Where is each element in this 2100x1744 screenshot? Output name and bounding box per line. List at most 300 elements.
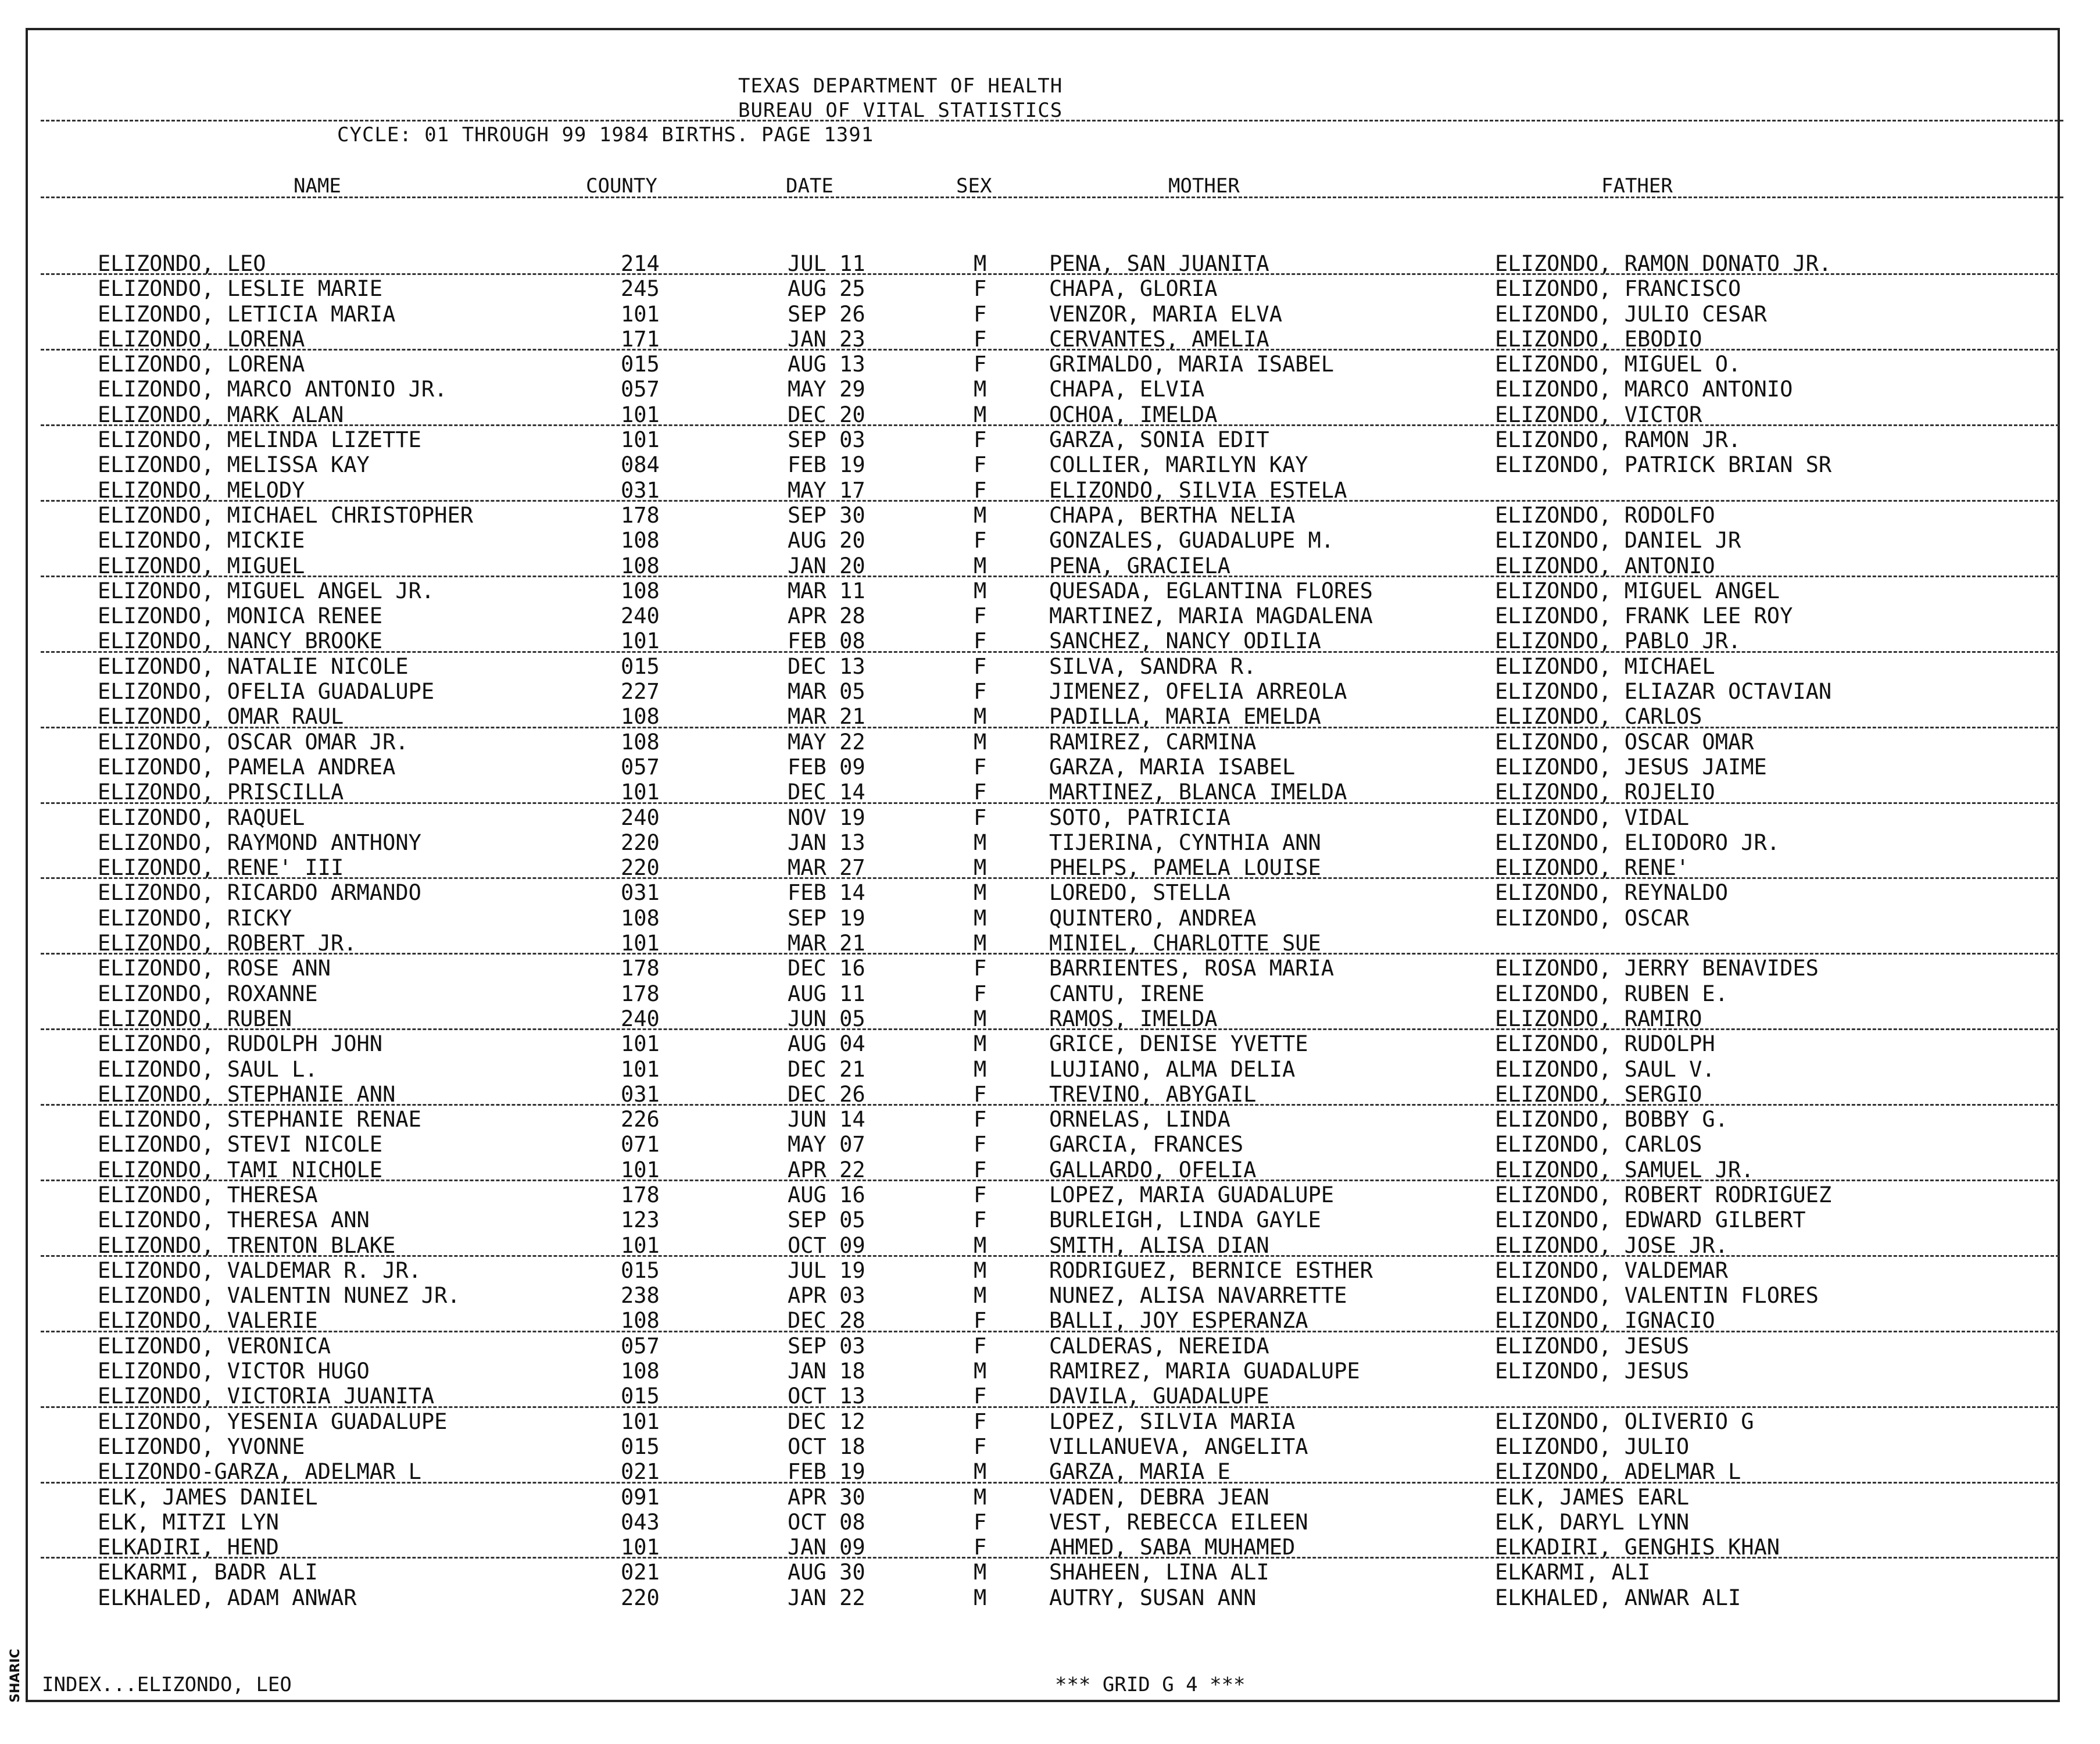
cell-county: 031 (621, 880, 660, 906)
cell-date: MAY 29 (788, 377, 865, 402)
column-header-father: FATHER (1601, 174, 1673, 198)
cell-mother: TIJERINA, CYNTHIA ANN (1049, 830, 1321, 855)
cell-sex: M (974, 1232, 987, 1258)
cell-mother: ORNELAS, LINDA (1049, 1107, 1230, 1132)
cell-name: ELIZONDO, STEVI NICOLE (98, 1132, 383, 1157)
cell-county: 031 (621, 1081, 660, 1107)
cell-name: ELIZONDO, MICKIE (98, 528, 305, 553)
table-row (0, 1359, 2100, 1384)
table-row (0, 452, 2100, 477)
cell-county: 108 (621, 528, 660, 553)
cycle-line: CYCLE: 01 THROUGH 99 1984 BIRTHS. PAGE 1391 (337, 123, 874, 146)
cell-sex: F (974, 805, 987, 830)
table-row (0, 1535, 2100, 1560)
table-row (0, 402, 2100, 427)
cell-mother: NUNEZ, ALISA NAVARRETTE (1049, 1283, 1347, 1309)
cell-county: 108 (621, 704, 660, 730)
cell-father: ELKARMI, ALI (1495, 1560, 1651, 1585)
cell-mother: GRICE, DENISE YVETTE (1049, 1031, 1308, 1057)
header-divider (41, 120, 2063, 121)
cell-father: ELIZONDO, OSCAR (1495, 905, 1690, 931)
table-row (0, 1409, 2100, 1434)
cell-sex: M (974, 1359, 987, 1384)
cell-date: APR 03 (788, 1283, 865, 1309)
cell-sex: F (974, 301, 987, 327)
cell-county: 057 (621, 377, 660, 402)
cell-sex: M (974, 880, 987, 906)
cell-name: ELIZONDO, OMAR RAUL (98, 704, 344, 730)
table-row (0, 956, 2100, 981)
cell-sex: M (974, 553, 987, 578)
cell-mother: TREVINO, ABYGAIL (1049, 1081, 1257, 1107)
cell-mother: CHAPA, ELVIA (1049, 377, 1205, 402)
cell-name: ELIZONDO, RICARDO ARMANDO (98, 880, 421, 906)
cell-date: JAN 13 (788, 830, 865, 855)
table-row (0, 628, 2100, 653)
cell-date: FEB 09 (788, 754, 865, 780)
cell-father: ELK, JAMES EARL (1495, 1484, 1690, 1510)
cell-name: ELKADIRI, HEND (98, 1535, 279, 1560)
cell-sex: F (974, 528, 987, 553)
cell-name: ELIZONDO, MARCO ANTONIO JR. (98, 377, 448, 402)
cell-date: OCT 13 (788, 1384, 865, 1409)
cell-mother: JIMENEZ, OFELIA ARREOLA (1049, 679, 1347, 705)
cell-county: 123 (621, 1207, 660, 1233)
table-row (0, 1207, 2100, 1232)
cell-name: ELIZONDO, MELINDA LIZETTE (98, 427, 421, 453)
cell-sex: F (974, 780, 987, 805)
cell-father: ELIZONDO, ELIODORO JR. (1495, 830, 1780, 855)
table-row (0, 805, 2100, 830)
cell-mother: PADILLA, MARIA EMELDA (1049, 704, 1321, 730)
cell-name: ELIZONDO, MARK ALAN (98, 402, 344, 427)
table-row (0, 528, 2100, 553)
cell-sex: M (974, 578, 987, 603)
cell-date: DEC 14 (788, 780, 865, 805)
cell-mother: MARTINEZ, MARIA MAGDALENA (1049, 603, 1373, 629)
cell-mother: LOPEZ, MARIA GUADALUPE (1049, 1182, 1335, 1207)
table-row (0, 1057, 2100, 1082)
cell-mother: AHMED, SABA MUHAMED (1049, 1535, 1296, 1560)
cell-name: ELIZONDO, STEPHANIE ANN (98, 1081, 396, 1107)
table-row (0, 1585, 2100, 1610)
cell-date: SEP 19 (788, 905, 865, 931)
table-row (0, 1182, 2100, 1207)
cell-father: ELK, DARYL LYNN (1495, 1509, 1690, 1535)
cell-county: 101 (621, 780, 660, 805)
column-header-name: NAME (294, 174, 341, 198)
cell-name: ELIZONDO, RENE' III (98, 855, 344, 881)
cell-sex: M (974, 830, 987, 855)
cell-father: ELIZONDO, SAMUEL JR. (1495, 1157, 1754, 1182)
cell-father: ELIZONDO, VALDEMAR (1495, 1257, 1728, 1283)
table-row (0, 1308, 2100, 1333)
cell-date: MAY 17 (788, 477, 865, 503)
cell-date: DEC 13 (788, 653, 865, 679)
table-row (0, 1006, 2100, 1031)
cell-father: ELIZONDO, ELIAZAR OCTAVIAN (1495, 679, 1832, 705)
cell-county: 245 (621, 276, 660, 302)
cell-name: ELIZONDO, YVONNE (98, 1434, 305, 1459)
cell-name: ELIZONDO, LORENA (98, 352, 305, 377)
cell-county: 021 (621, 1560, 660, 1585)
cell-sex: F (974, 1081, 987, 1107)
table-row (0, 1157, 2100, 1182)
cell-name: ELIZONDO, TRENTON BLAKE (98, 1232, 396, 1258)
cell-father: ELIZONDO, SERGIO (1495, 1081, 1702, 1107)
table-row (0, 1132, 2100, 1157)
cell-date: MAR 21 (788, 704, 865, 730)
cell-name: ELIZONDO, ROBERT JR. (98, 931, 357, 956)
column-header-divider (41, 196, 2063, 198)
cell-date: APR 22 (788, 1157, 865, 1182)
cell-father: ELIZONDO, DANIEL JR (1495, 528, 1741, 553)
cell-date: NOV 19 (788, 805, 865, 830)
cell-father: ELIZONDO, ROJELIO (1495, 780, 1715, 805)
cell-father: ELIZONDO, MIGUEL O. (1495, 352, 1741, 377)
cell-sex: F (974, 1434, 987, 1459)
cell-name: ELIZONDO, RAQUEL (98, 805, 305, 830)
cell-date: AUG 30 (788, 1560, 865, 1585)
cell-name: ELIZONDO, VERONICA (98, 1333, 331, 1359)
cell-mother: ELIZONDO, SILVIA ESTELA (1049, 477, 1347, 503)
cell-county: 043 (621, 1509, 660, 1535)
cell-name: ELIZONDO, OSCAR OMAR JR. (98, 729, 409, 755)
cell-mother: SMITH, ALISA DIAN (1049, 1232, 1269, 1258)
table-row (0, 578, 2100, 603)
cell-name: ELIZONDO, MELISSA KAY (98, 452, 370, 478)
cell-sex: M (974, 1257, 987, 1283)
cell-mother: OCHOA, IMELDA (1049, 402, 1218, 427)
table-row (0, 906, 2100, 931)
cell-mother: CHAPA, BERTHA NELIA (1049, 502, 1296, 528)
cell-father: ELIZONDO, JULIO (1495, 1434, 1690, 1459)
table-row (0, 830, 2100, 855)
cell-mother: VILLANUEVA, ANGELITA (1049, 1434, 1308, 1459)
cell-name: ELIZONDO, RUDOLPH JOHN (98, 1031, 383, 1057)
cell-date: OCT 18 (788, 1434, 865, 1459)
cell-sex: F (974, 276, 987, 302)
cell-sex: M (974, 377, 987, 402)
column-header-county: COUNTY (586, 174, 657, 198)
cell-date: AUG 16 (788, 1182, 865, 1207)
cell-county: 015 (621, 1257, 660, 1283)
cell-father: ELIZONDO, VIDAL (1495, 805, 1690, 830)
cell-date: DEC 12 (788, 1409, 865, 1434)
cell-county: 021 (621, 1459, 660, 1485)
cell-county: 101 (621, 931, 660, 956)
table-row (0, 1258, 2100, 1283)
cell-name: ELIZONDO, NATALIE NICOLE (98, 653, 409, 679)
cell-father: ELIZONDO, EDWARD GILBERT (1495, 1207, 1806, 1233)
cell-date: APR 28 (788, 603, 865, 629)
cell-sex: F (974, 1207, 987, 1233)
cell-county: 101 (621, 1056, 660, 1082)
cell-mother: SILVA, SANDRA R. (1049, 653, 1257, 679)
cell-father: ELIZONDO, RAMIRO (1495, 1006, 1702, 1031)
table-row (0, 1283, 2100, 1308)
cell-father: ELIZONDO, OLIVERIO G (1495, 1409, 1754, 1434)
cell-county: 071 (621, 1132, 660, 1157)
table-row (0, 755, 2100, 780)
cell-name: ELK, JAMES DANIEL (98, 1484, 318, 1510)
cell-county: 178 (621, 502, 660, 528)
table-row (0, 1510, 2100, 1535)
cell-mother: GARZA, SONIA EDIT (1049, 427, 1269, 453)
cell-mother: QUINTERO, ANDREA (1049, 905, 1257, 931)
cell-name: ELIZONDO, YESENIA GUADALUPE (98, 1409, 448, 1434)
cell-father: ELIZONDO, RAMON DONATO JR. (1495, 251, 1832, 276)
cell-name: ELIZONDO, VICTORIA JUANITA (98, 1384, 435, 1409)
cell-father: ELIZONDO, MIGUEL ANGEL (1495, 578, 1780, 603)
cell-father: ELIZONDO, MARCO ANTONIO (1495, 377, 1793, 402)
cell-sex: M (974, 251, 987, 276)
table-row (0, 553, 2100, 578)
cell-sex: F (974, 1509, 987, 1535)
cell-mother: DAVILA, GUADALUPE (1049, 1384, 1269, 1409)
cell-father: ELIZONDO, JOSE JR. (1495, 1232, 1728, 1258)
cell-mother: RODRIGUEZ, BERNICE ESTHER (1049, 1257, 1373, 1283)
cell-county: 031 (621, 477, 660, 503)
cell-sex: M (974, 704, 987, 730)
table-row (0, 276, 2100, 301)
cell-name: ELIZONDO, VICTOR HUGO (98, 1359, 370, 1384)
cell-mother: PENA, SAN JUANITA (1049, 251, 1269, 276)
table-row (0, 1384, 2100, 1409)
cell-mother: GARZA, MARIA ISABEL (1049, 754, 1296, 780)
table-row (0, 302, 2100, 327)
cell-sex: M (974, 1560, 987, 1585)
cell-date: MAY 22 (788, 729, 865, 755)
cell-father: ELIZONDO, JULIO CESAR (1495, 301, 1767, 327)
cell-county: 240 (621, 603, 660, 629)
cell-name: ELIZONDO, MICHAEL CHRISTOPHER (98, 502, 474, 528)
cell-mother: RAMIREZ, CARMINA (1049, 729, 1257, 755)
cell-father: ELIZONDO, VALENTIN FLORES (1495, 1283, 1819, 1309)
cell-father: ELIZONDO, JESUS JAIME (1495, 754, 1767, 780)
cell-date: JUL 11 (788, 251, 865, 276)
cell-name: ELIZONDO, OFELIA GUADALUPE (98, 679, 435, 705)
cell-mother: LUJIANO, ALMA DELIA (1049, 1056, 1296, 1082)
cell-father: ELIZONDO, ADELMAR L (1495, 1459, 1741, 1485)
cell-county: 226 (621, 1107, 660, 1132)
cell-name: ELIZONDO, LESLIE MARIE (98, 276, 383, 302)
cell-date: AUG 04 (788, 1031, 865, 1057)
cell-county: 220 (621, 830, 660, 855)
cell-name: ELIZONDO, NANCY BROOKE (98, 628, 383, 654)
cell-sex: F (974, 628, 987, 654)
cell-sex: F (974, 1333, 987, 1359)
cell-name: ELIZONDO, PRISCILLA (98, 780, 344, 805)
cell-date: MAY 07 (788, 1132, 865, 1157)
side-label (3, 1645, 27, 1709)
cell-county: 101 (621, 1409, 660, 1434)
cell-sex: F (974, 1182, 987, 1207)
cell-mother: CALDERAS, NEREIDA (1049, 1333, 1269, 1359)
cell-name: ELIZONDO, MELODY (98, 477, 305, 503)
column-header-mother: MOTHER (1168, 174, 1240, 198)
cell-mother: BARRIENTES, ROSA MARIA (1049, 956, 1335, 981)
cell-sex: M (974, 729, 987, 755)
cell-date: SEP 26 (788, 301, 865, 327)
table-row (0, 377, 2100, 402)
table-row (0, 1233, 2100, 1258)
table-row (0, 427, 2100, 452)
cell-date: JAN 09 (788, 1535, 865, 1560)
cell-county: 108 (621, 578, 660, 603)
birth-records-list (0, 251, 2100, 1610)
cell-father: ELIZONDO, EBODIO (1495, 326, 1702, 352)
cell-sex: F (974, 477, 987, 503)
cell-mother: GARZA, MARIA E (1049, 1459, 1230, 1485)
cell-name: ELIZONDO, RICKY (98, 905, 292, 931)
cell-sex: F (974, 956, 987, 981)
cell-name: ELIZONDO, LETICIA MARIA (98, 301, 396, 327)
side-label-text: SHARIC (8, 1649, 23, 1703)
cell-father: ELIZONDO, JESUS (1495, 1359, 1690, 1384)
cell-sex: F (974, 981, 987, 1006)
cell-mother: BURLEIGH, LINDA GAYLE (1049, 1207, 1321, 1233)
cell-name: ELIZONDO, ROSE ANN (98, 956, 331, 981)
cell-name: ELIZONDO, VALENTIN NUNEZ JR. (98, 1283, 460, 1309)
cell-county: 057 (621, 754, 660, 780)
cell-sex: M (974, 1056, 987, 1082)
cell-mother: PHELPS, PAMELA LOUISE (1049, 855, 1321, 881)
cell-father: ELIZONDO, MICHAEL (1495, 653, 1715, 679)
cell-mother: BALLI, JOY ESPERANZA (1049, 1308, 1308, 1334)
cell-date: JAN 18 (788, 1359, 865, 1384)
table-row (0, 1485, 2100, 1510)
cell-county: 084 (621, 452, 660, 478)
table-row (0, 1434, 2100, 1459)
cell-father: ELIZONDO, ANTONIO (1495, 553, 1715, 578)
cell-mother: CANTU, IRENE (1049, 981, 1205, 1006)
cell-name: ELIZONDO, VALERIE (98, 1308, 318, 1334)
cell-county: 101 (621, 1535, 660, 1560)
cell-name: ELIZONDO, VALDEMAR R. JR. (98, 1257, 421, 1283)
cell-father: ELIZONDO, VICTOR (1495, 402, 1702, 427)
cell-county: 101 (621, 402, 660, 427)
cell-mother: LOREDO, STELLA (1049, 880, 1230, 906)
cell-county: 108 (621, 1308, 660, 1334)
cell-date: SEP 30 (788, 502, 865, 528)
cell-county: 227 (621, 679, 660, 705)
cell-father: ELIZONDO, RODOLFO (1495, 502, 1715, 528)
cell-name: ELIZONDO, RAYMOND ANTHONY (98, 830, 421, 855)
cell-mother: SANCHEZ, NANCY ODILIA (1049, 628, 1321, 654)
cell-name: ELIZONDO-GARZA, ADELMAR L (98, 1459, 421, 1485)
cell-father: ELIZONDO, SAUL V. (1495, 1056, 1715, 1082)
table-row (0, 679, 2100, 704)
cell-mother: SOTO, PATRICIA (1049, 805, 1230, 830)
cell-sex: M (974, 1459, 987, 1485)
cell-name: ELIZONDO, THERESA ANN (98, 1207, 370, 1233)
cell-mother: GARCIA, FRANCES (1049, 1132, 1244, 1157)
cell-father: ELIZONDO, RAMON JR. (1495, 427, 1741, 453)
cell-county: 108 (621, 1359, 660, 1384)
table-row (0, 603, 2100, 628)
cell-county: 101 (621, 1232, 660, 1258)
cell-county: 101 (621, 1157, 660, 1182)
cell-date: APR 30 (788, 1484, 865, 1510)
cell-date: FEB 08 (788, 628, 865, 654)
cell-date: FEB 14 (788, 880, 865, 906)
cell-mother: AUTRY, SUSAN ANN (1049, 1585, 1257, 1610)
cell-sex: F (974, 1384, 987, 1409)
cell-date: OCT 09 (788, 1232, 865, 1258)
table-row (0, 981, 2100, 1006)
cell-date: SEP 03 (788, 427, 865, 453)
cell-county: 240 (621, 805, 660, 830)
cell-date: OCT 08 (788, 1509, 865, 1535)
cell-father: ELIZONDO, PATRICK BRIAN SR (1495, 452, 1832, 478)
report-title: TEXAS DEPARTMENT OF HEALTH (738, 74, 1063, 98)
cell-county: 101 (621, 301, 660, 327)
cell-name: ELIZONDO, TAMI NICHOLE (98, 1157, 383, 1182)
cell-date: DEC 16 (788, 956, 865, 981)
cell-date: MAR 27 (788, 855, 865, 881)
cell-mother: LOPEZ, SILVIA MARIA (1049, 1409, 1296, 1434)
table-row (0, 1082, 2100, 1107)
cell-county: 240 (621, 1006, 660, 1031)
cell-county: 057 (621, 1333, 660, 1359)
cell-sex: F (974, 452, 987, 478)
cell-sex: F (974, 427, 987, 453)
cell-county: 101 (621, 1031, 660, 1057)
cell-sex: M (974, 931, 987, 956)
cell-mother: VENZOR, MARIA ELVA (1049, 301, 1282, 327)
cell-mother: MARTINEZ, BLANCA IMELDA (1049, 780, 1347, 805)
cell-sex: M (974, 1585, 987, 1610)
cell-name: ELIZONDO, LORENA (98, 326, 305, 352)
cell-sex: F (974, 352, 987, 377)
cell-father: ELIZONDO, JERRY BENAVIDES (1495, 956, 1819, 981)
cell-sex: F (974, 653, 987, 679)
cell-county: 015 (621, 653, 660, 679)
cell-date: FEB 19 (788, 452, 865, 478)
cell-county: 178 (621, 981, 660, 1006)
cell-date: MAR 21 (788, 931, 865, 956)
cell-county: 015 (621, 1384, 660, 1409)
cell-date: FEB 19 (788, 1459, 865, 1485)
cell-sex: M (974, 402, 987, 427)
cell-name: ELIZONDO, RUBEN (98, 1006, 292, 1031)
table-row (0, 1560, 2100, 1585)
cell-date: DEC 26 (788, 1081, 865, 1107)
table-row (0, 654, 2100, 679)
cell-sex: M (974, 1484, 987, 1510)
cell-mother: PENA, GRACIELA (1049, 553, 1230, 578)
cell-date: JUN 05 (788, 1006, 865, 1031)
cell-county: 178 (621, 956, 660, 981)
cell-date: AUG 25 (788, 276, 865, 302)
cell-county: 108 (621, 553, 660, 578)
table-row (0, 352, 2100, 377)
cell-mother: CERVANTES, AMELIA (1049, 326, 1269, 352)
cell-father: ELKHALED, ANWAR ALI (1495, 1585, 1741, 1610)
cell-name: ELIZONDO, THERESA (98, 1182, 318, 1207)
cell-date: JUN 14 (788, 1107, 865, 1132)
cell-father: ELIZONDO, RENE' (1495, 855, 1690, 881)
cell-date: MAR 11 (788, 578, 865, 603)
cell-father: ELIZONDO, OSCAR OMAR (1495, 729, 1754, 755)
cell-mother: QUESADA, EGLANTINA FLORES (1049, 578, 1373, 603)
cell-father: ELIZONDO, IGNACIO (1495, 1308, 1715, 1334)
cell-date: AUG 13 (788, 352, 865, 377)
column-header-sex: SEX (956, 174, 992, 198)
cell-mother: GONZALES, GUADALUPE M. (1049, 528, 1335, 553)
cell-father: ELIZONDO, RUBEN E. (1495, 981, 1728, 1006)
